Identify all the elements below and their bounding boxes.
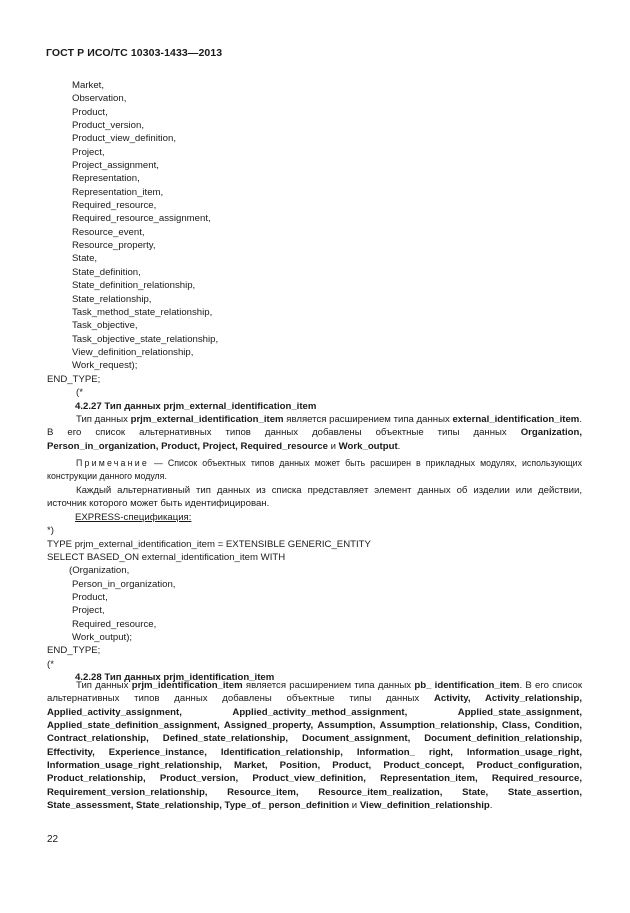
list-item: Observation, xyxy=(72,93,127,105)
list-item: State_definition, xyxy=(72,266,141,278)
list-item: Project, xyxy=(72,146,105,158)
list-item: Product, xyxy=(72,106,108,118)
end-type-2: END_TYPE; xyxy=(47,645,101,657)
list-item: Work_output); xyxy=(72,632,133,644)
list-item: Resource_event, xyxy=(72,226,145,238)
list-item: Market, xyxy=(72,80,104,91)
section-427-note: Примечание — Список объектных типов данных может быть расширен в прикладных модулях, использующих конструкции данного модуля. xyxy=(47,458,582,481)
list-item: Resource_property, xyxy=(72,240,156,252)
comment-open-2: (* xyxy=(47,658,54,670)
list-item: Representation, xyxy=(72,173,140,185)
code-line-select: SELECT BASED_ON external_identification_item WITH xyxy=(47,552,286,564)
list-item: Task_objective_state_relationship, xyxy=(72,333,219,345)
comment-open-1: (* xyxy=(76,387,83,399)
section-428-heading: 4.2.28 Тип данных prjm_identification_item xyxy=(75,672,275,684)
document-header: ГОСТ Р ИСО/ТС 10303-1433—2013 xyxy=(46,47,223,59)
code-line-type: TYPE prjm_external_identification_item = EXTENSIBLE GENERIC_ENTITY xyxy=(47,538,371,550)
express-block-427 xyxy=(0,511,630,684)
list-item: Product, xyxy=(72,592,108,604)
comment-close: *) xyxy=(47,525,54,537)
end-type-1-block xyxy=(0,373,630,413)
section-427-paragraph: Тип данных prjm_external_identification_item является расширением типа данных external_identification_item. В его список альтернативных типов данных добавлены объектные типы данных Organization, Person_in_organization, Product, Project, Required_resource и Work_output. xyxy=(47,414,582,452)
list-item: Task_method_state_relationship, xyxy=(72,306,213,318)
section-427-paragraph-2: Каждый альтернативный тип данных из списка представляет элемент данных об изделии или действии, источник которого может быть идентифицирован. xyxy=(47,485,582,510)
list-item: Work_request); xyxy=(72,360,138,372)
list-item: Representation_item, xyxy=(72,186,164,198)
list-item: Project, xyxy=(72,605,105,617)
list-item: State_relationship, xyxy=(72,293,152,305)
list-item: Task_objective, xyxy=(72,320,138,332)
entity-list-1 xyxy=(0,79,630,373)
list-item: Person_in_organization, xyxy=(72,578,176,590)
list-item: Required_resource, xyxy=(72,618,157,630)
list-item: Required_resource, xyxy=(72,200,157,212)
list-item: State, xyxy=(72,253,98,265)
list-item: (Organization, xyxy=(69,565,130,577)
express-spec-label: EXPRESS-спецификация: xyxy=(75,512,192,523)
list-item: View_definition_relationship, xyxy=(72,346,194,358)
note-label: Примечание xyxy=(76,458,149,468)
list-item: Required_resource_assignment, xyxy=(72,213,211,225)
section-428-paragraph: Тип данных prjm_identification_item является расширением типа данных pb_ identification_item. В его список альтернативных типов данных добавлены объектные типы данных Activity, Activity_relationship, Applied_activity_assignment, Applied_activity_method_assignment, Applied_state_assignment, Applied_state_definition_assignment, Assigned_property, Assumption, Assumption_relationship, Class, Condition, Contract_relationship, Defined_state_relationship, Document_assignment, Document_definition_relationship, Effectivity, Experience_instance, Identification_relationship, Information_ right, Information_usage_right, Information_usage_right_relationship, Market, Position, Product, Product_concept, Product_configuration, Product_relationship, Product_version, Product_view_definition, Representation_item, Required_resource, Requirement_version_relationship, Resource_item, Resource_item_realization, State, State_assertion, State_assessment, State_relationship, Type_of_ person_definition и View_definition_relationship. xyxy=(47,680,583,812)
page-number: 22 xyxy=(47,834,59,845)
section-427-heading: 4.2.27 Тип данных prjm_external_identification_item xyxy=(75,400,317,412)
list-item: State_definition_relationship, xyxy=(72,280,196,292)
list-item: Product_version, xyxy=(72,120,144,132)
end-type-1: END_TYPE; xyxy=(47,374,101,385)
list-item: Project_assignment, xyxy=(72,160,159,172)
list-item: Product_view_definition, xyxy=(72,133,176,145)
